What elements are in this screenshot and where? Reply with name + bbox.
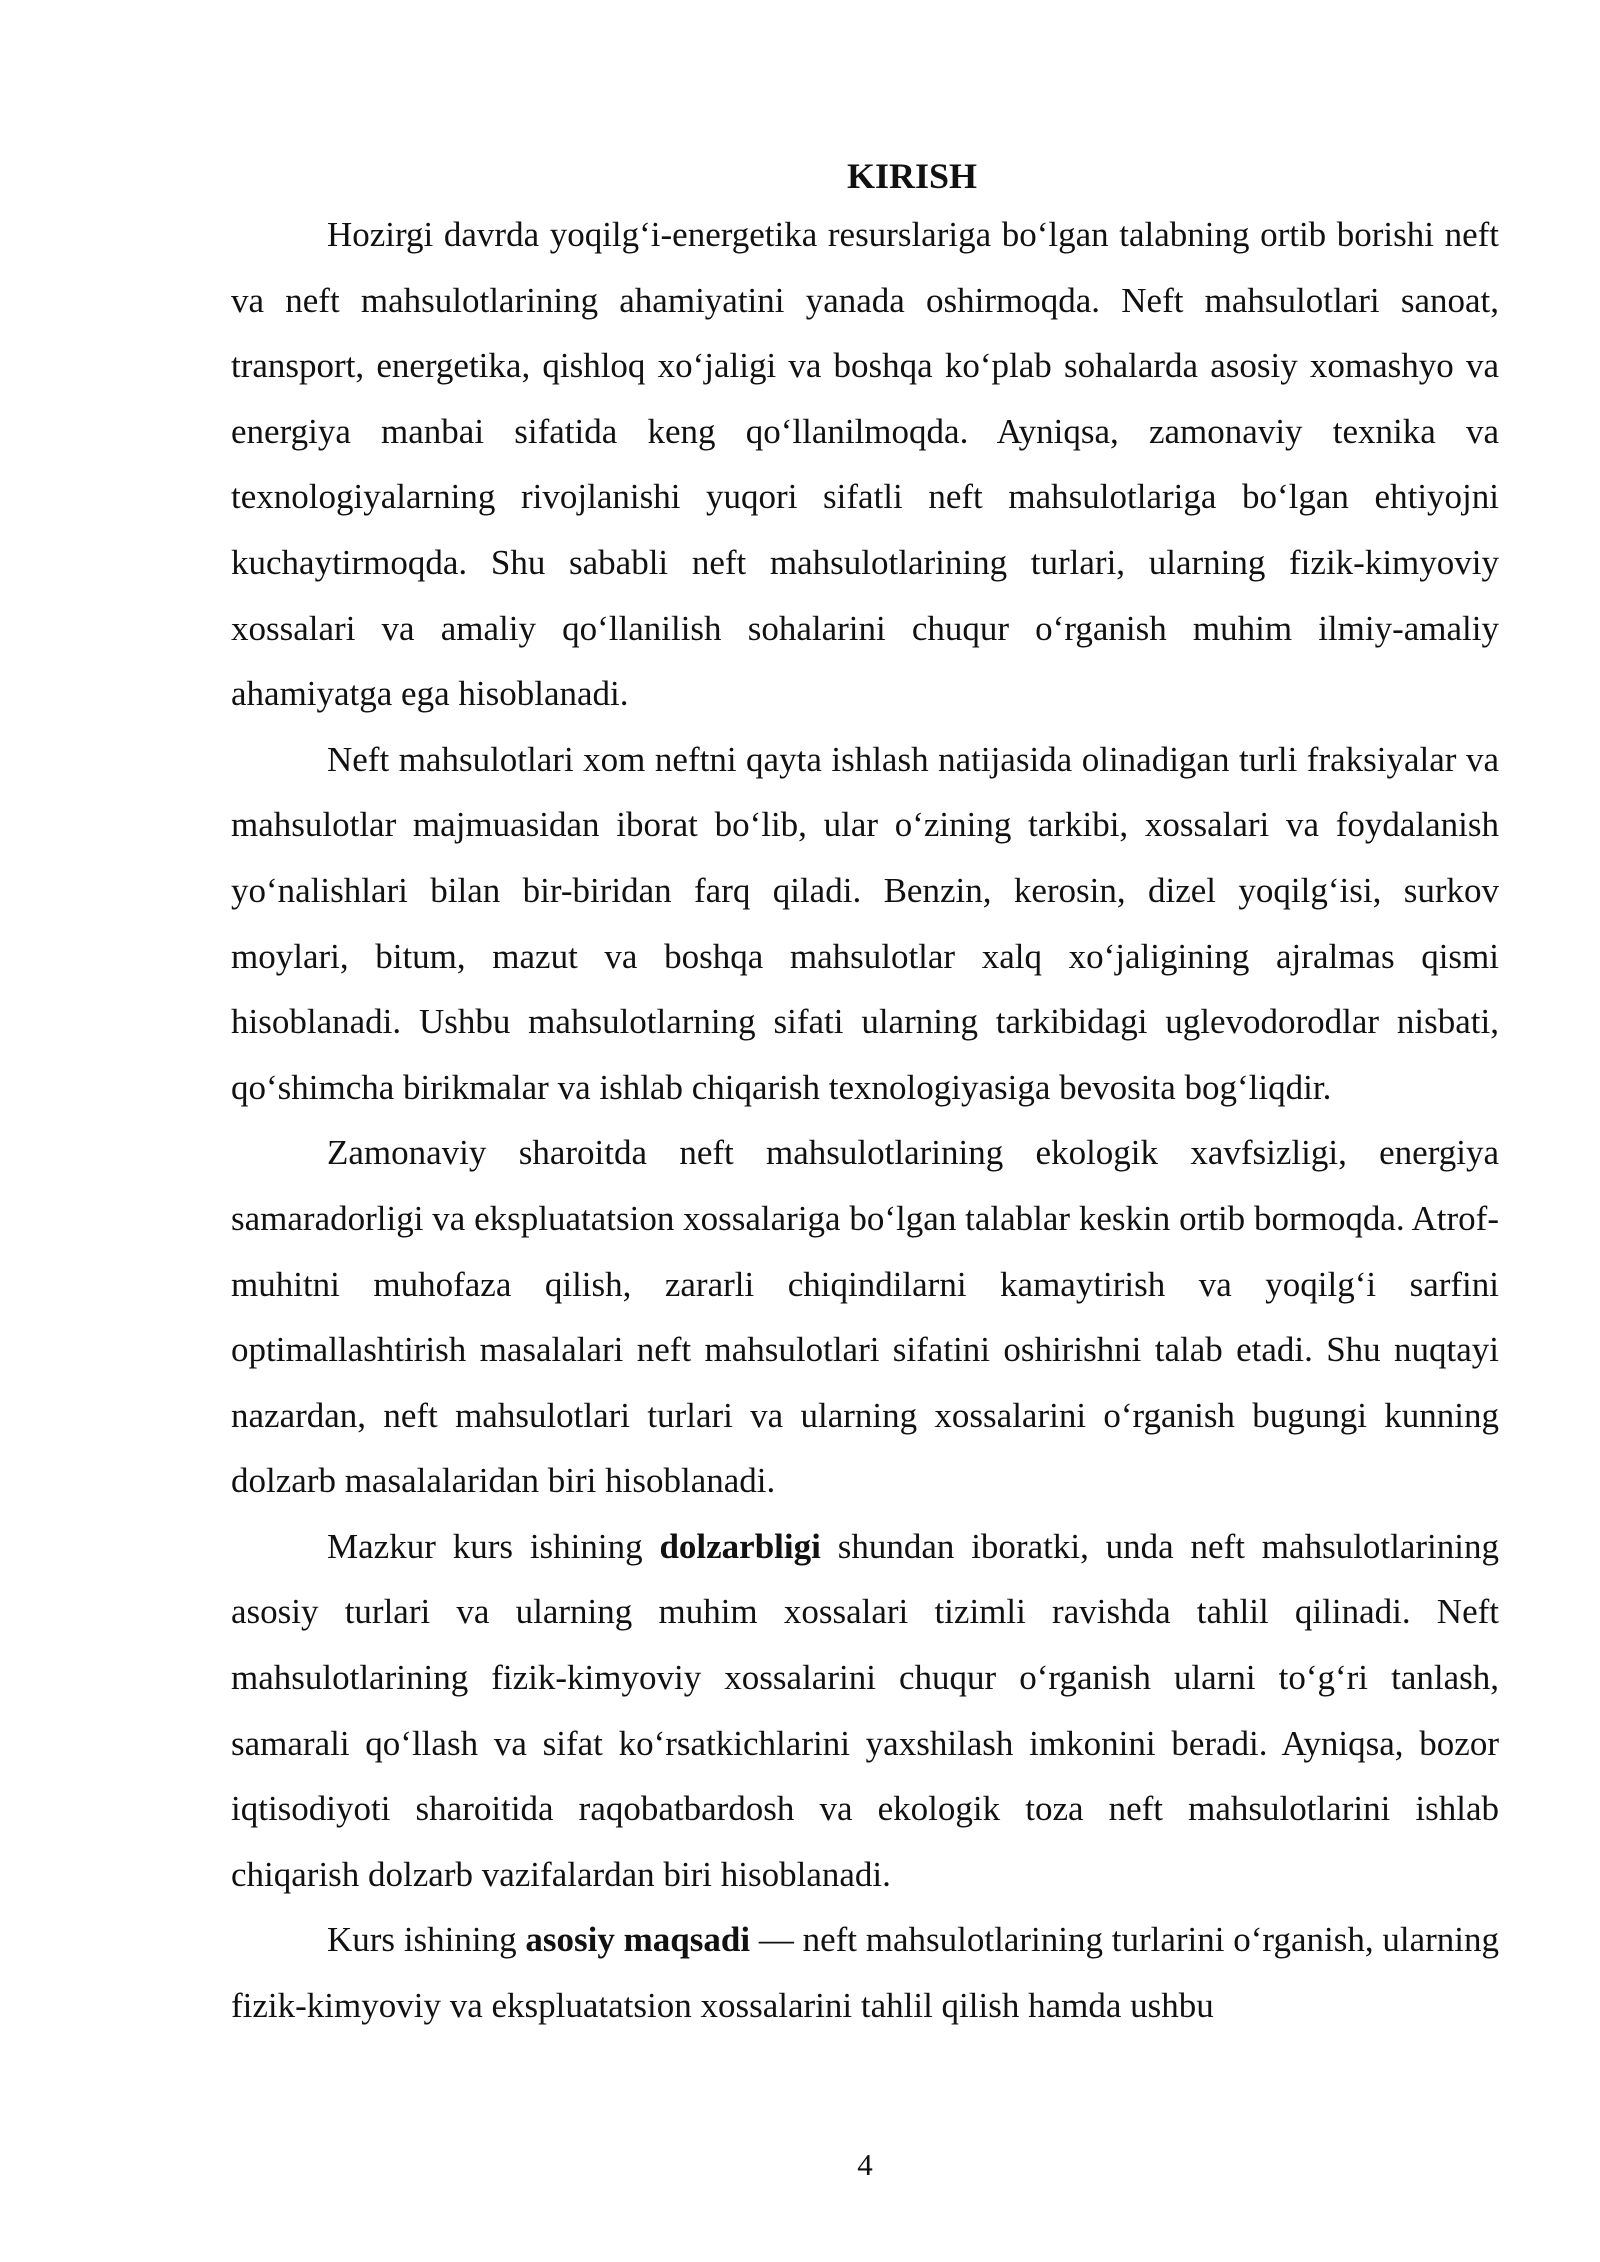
paragraph-4 xyxy=(231,1514,1499,1908)
paragraph-3: Zamonaviy sharoitda neft mahsulotlarining ekologik xavfsizligi, energiya samaradorligi va ekspluatatsion xossalariga bo‘lgan talablar keskin ortib bormoqda. Atrof-muhitni muhofaza qilish, zararli chiqindilarni kamaytirish va yoqilg‘i sarfini optimallashtirish masalalari neft mahsulotlari sifatini oshirishni talab etadi. Shu nuqtayi nazardan, neft mahsulotlari turlari va ularning xossalarini o‘rganish bugungi kunning dolzarb masalalaridan biri hisoblanadi. xyxy=(231,1133,1499,1501)
paragraph-5-body: — neft mahsulotlarining turlarini o‘rganish, ularning fizik-kimyoviy va ekspluatatsion xossalarini tahlil qilish hamda ushbu xyxy=(231,1920,1499,2026)
paragraph-4-lead: Mazkur kurs ishining xyxy=(327,1526,660,1566)
term-dolzarbligi: dolzarbligi xyxy=(659,1526,821,1566)
paragraph-2: Neft mahsulotlari xom neftni qayta ishlash natijasida olinadigan turli fraksiyalar va mahsulotlar majmuasidan iborat bo‘lib, ular o‘zining tarkibi, xossalari va foydalanish yo‘nalishlari bilan bir-biridan farq qiladi. Benzin, kerosin, dizel yoqilg‘isi, surkov moylari, bitum, mazut va boshqa mahsulotlar xalq xo‘jaligining ajralmas qismi hisoblanadi. Ushbu mahsulotlarning sifati ularning tarkibidagi uglevodorodlar nisbati, qo‘shimcha birikmalar va ishlab chiqarish texnologiyasiga bevosita bog‘liqdir. xyxy=(231,739,1499,1107)
term-asosiy-maqsadi: asosiy maqsadi xyxy=(525,1920,751,1960)
paragraph-5-lead: Kurs ishining xyxy=(327,1920,526,1960)
page-content xyxy=(231,150,1499,2039)
paragraph-1: Hozirgi davrda yoqilg‘i-energetika resurslariga bo‘lgan talabning ortib borishi neft va neft mahsulotlarining ahamiyatini yanada oshirmoqda. Neft mahsulotlari sanoat, transport, energetika, qishloq xo‘jaligi va boshqa ko‘plab sohalarda asosiy xomashyo va energiya manbai sifatida keng qo‘llanilmoqda. Ayniqsa, zamonaviy texnika va texnologiyalarning rivojlanishi yuqori sifatli neft mahsulotlariga bo‘lgan ehtiyojni kuchaytirmoqda. Shu sababli neft mahsulotlarining turlari, ularning fizik-kimyoviy xossalari va amaliy qo‘llanilish sohalarini chuqur o‘rganish muhim ilmiy-amaliy ahamiyatga ega hisoblanadi. xyxy=(231,215,1499,714)
paragraph-4-body: shundan iboratki, unda neft mahsulotlarining asosiy turlari va ularning muhim xossalari tizimli ravishda tahlil qilinadi. Neft mahsulotlarining fizik-kimyoviy xossalarini chuqur o‘rganish ularni to‘g‘ri tanlash, samarali qo‘llash va sifat ko‘rsatkichlarini yaxshilash imkonini beradi. Ayniqsa, bozor iqtisodiyoti sharoitida raqobatbardosh va ekologik toza neft mahsulotlarini ishlab chiqarish dolzarb vazifalardan biri hisoblanadi. xyxy=(231,1526,1499,1894)
paragraph-5 xyxy=(231,1907,1499,2038)
section-title: KIRISH xyxy=(846,156,978,196)
page-number: 4 xyxy=(857,2147,873,2182)
